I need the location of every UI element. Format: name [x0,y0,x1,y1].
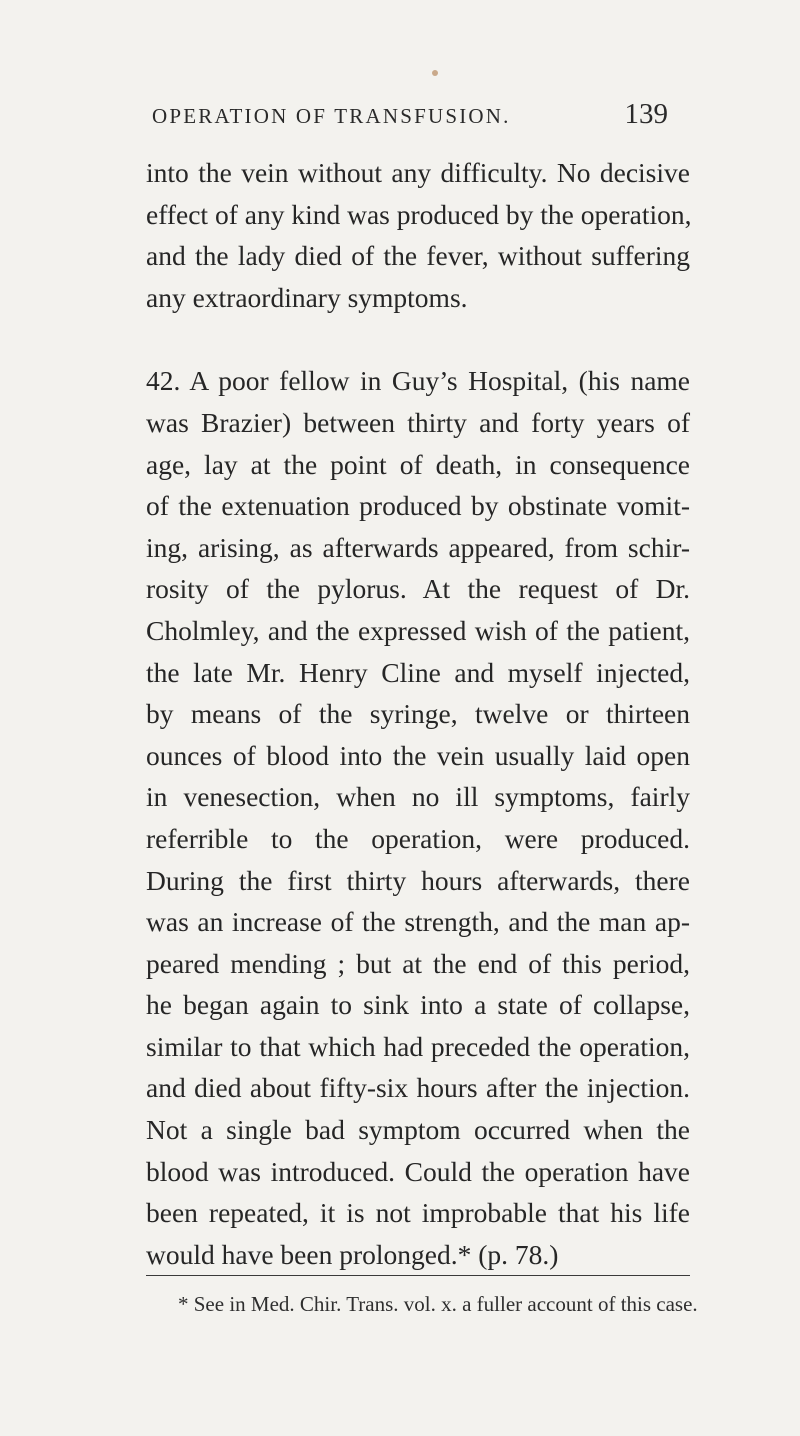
text-line: Cholmley, and the expressed wish of the patient, [146,614,690,646]
text-line: 42. A poor fellow in Guy’s Hospital, (his name [146,365,690,397]
text-line: would have been prolonged.* (p. 78.) [146,1238,559,1270]
text-line: referrible to the operation, were produced. [146,822,690,854]
body-text [146,152,690,1275]
text-line: rosity of the pylorus. At the request of Dr. [146,573,690,605]
text-line: similar to that which had preceded the operation, [146,1030,690,1062]
footnote: * See in Med. Chir. Trans. vol. x. a fuller account of this case. [178,1292,698,1316]
text-line: by means of the syringe, twelve or thirteen [146,698,690,730]
page-header [152,98,668,138]
text-line: he began again to sink into a state of collapse, [146,989,690,1021]
text-line: and the lady died of the fever, without suffering [146,240,690,272]
paper-speck [432,70,438,76]
text-line: the late Mr. Henry Cline and myself injected, [146,656,690,688]
text-line: into the vein without any difficulty. No decisive [146,157,690,188]
text-line: of the extenuation produced by obstinate vomit- [146,490,690,522]
text-line: in venesection, when no ill symptoms, fairly [146,781,690,813]
text-line: been repeated, it is not improbable that his life [146,1197,690,1229]
text-line: During the first thirty hours afterwards, there [146,864,690,896]
text-line: Not a single bad symptom occurred when the [146,1114,690,1146]
text-line: effect of any kind was produced by the operation, [146,198,692,230]
running-title: OPERATION OF TRANSFUSION. [152,104,511,128]
paragraph-gap [146,318,690,360]
text-line: ounces of blood into the vein usually laid open [146,739,690,771]
text-line: was an increase of the strength, and the man ap- [146,906,690,938]
footnote-rule [146,1275,690,1276]
page-number: 139 [624,98,668,130]
text-line: ing, arising, as afterwards appeared, from schir- [146,531,690,563]
text-line: was Brazier) between thirty and forty years of [146,406,690,438]
text-line: blood was introduced. Could the operation have [146,1155,690,1187]
text-line: and died about fifty-six hours after the injection. [146,1072,690,1104]
text-line: age, lay at the point of death, in consequence [146,448,690,480]
text-line: any extraordinary symptoms. [146,281,468,313]
text-line: peared mending ; but at the end of this period, [146,947,690,979]
